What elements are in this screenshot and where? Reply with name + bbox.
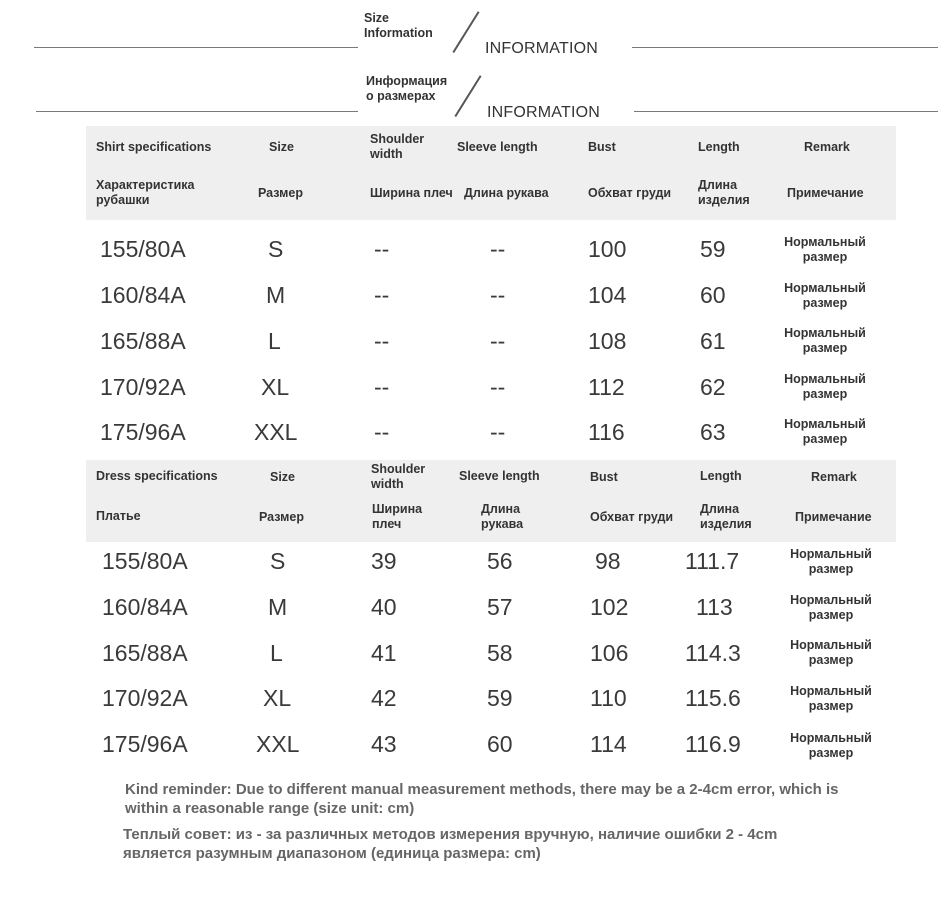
shoulder-cell: 42 <box>371 685 397 711</box>
divider-slash-1 <box>452 11 479 53</box>
spec-cell: 170/92A <box>102 685 188 711</box>
sleeve-cell: -- <box>490 236 506 262</box>
bust-cell: 112 <box>588 374 625 400</box>
spec-cell: 160/84A <box>102 594 188 620</box>
shirt-spec-header: Shirt specifications <box>96 140 212 154</box>
spec-cell: 160/84A <box>100 282 186 308</box>
bust-cell: 106 <box>590 640 629 666</box>
length-cell: 63 <box>700 419 726 445</box>
shoulder-cell: -- <box>374 328 390 354</box>
size-cell: M <box>266 282 286 308</box>
length-cell: 115.6 <box>685 685 741 711</box>
bust-cell: 116 <box>588 419 625 445</box>
bust-cell: 104 <box>588 282 627 308</box>
size-cell: L <box>270 640 283 666</box>
shoulder-cell: 39 <box>371 548 397 574</box>
size-information-label <box>364 11 433 41</box>
remark-cell: Нормальный размер <box>790 547 872 576</box>
header-rule-left-2 <box>36 111 358 112</box>
spec-cell: 165/88A <box>102 640 188 666</box>
length-cell: 111.7 <box>685 548 740 574</box>
size-cell: L <box>268 328 281 354</box>
dress-spec-header: Dress specifications <box>96 469 218 483</box>
dress-sleeve-header: Sleeve length <box>459 469 540 483</box>
size-cell: XXL <box>254 419 298 445</box>
bust-cell: 108 <box>588 328 627 354</box>
sleeve-cell: 59 <box>487 685 513 711</box>
dress-remark-header-ru: Примечание <box>795 510 872 524</box>
divider-slash-2 <box>454 75 481 117</box>
header-rule-right-1 <box>632 47 938 48</box>
shirt-sleeve-header: Sleeve length <box>457 140 538 154</box>
size-information-label-ru <box>366 74 447 104</box>
length-cell: 61 <box>700 328 726 354</box>
sleeve-cell: -- <box>490 328 506 354</box>
dress-shoulder-header-ru: Ширина плеч <box>372 502 423 531</box>
shirt-shoulder-header-ru: Ширина плеч <box>370 186 453 200</box>
size-label: Size <box>364 11 390 25</box>
spec-cell: 155/80A <box>102 548 188 574</box>
bust-cell: 114 <box>590 731 627 757</box>
dress-size-header: Size <box>270 470 296 484</box>
length-cell: 114.3 <box>685 640 741 666</box>
shirt-size-header: Size <box>269 140 295 154</box>
remark-cell: Нормальный размер <box>790 638 872 667</box>
bust-cell: 110 <box>590 685 627 711</box>
header-rule-right-2 <box>634 111 938 112</box>
size-cell: XXL <box>256 731 300 757</box>
shoulder-cell: -- <box>374 236 390 262</box>
shoulder-cell: 40 <box>371 594 397 620</box>
sleeve-cell: -- <box>490 419 506 445</box>
shirt-shoulder-header: Shoulder width <box>370 132 425 161</box>
shirt-sleeve-header-ru: Длина рукава <box>464 186 549 200</box>
shirt-length-header: Length <box>698 140 740 154</box>
shirt-bust-header: Bust <box>588 140 616 154</box>
length-cell: 60 <box>700 282 726 308</box>
dress-bust-header-ru: Обхват груди <box>590 510 674 524</box>
shirt-spec-header-ru: Характеристика рубашки <box>96 178 195 207</box>
remark-cell: Нормальный размер <box>784 235 866 264</box>
sleeve-cell: 56 <box>487 548 513 574</box>
length-cell: 59 <box>700 236 726 262</box>
spec-cell: 170/92A <box>100 374 186 400</box>
sleeve-cell: -- <box>490 374 506 400</box>
length-cell: 113 <box>696 594 733 620</box>
sleeve-cell: -- <box>490 282 506 308</box>
information-sub-label: Information <box>364 26 433 40</box>
shoulder-cell: -- <box>374 282 390 308</box>
size-cell: M <box>268 594 288 620</box>
dress-length-header-ru: Длина изделия <box>700 502 752 531</box>
remark-cell: Нормальный размер <box>790 684 872 713</box>
size-cell: XL <box>263 685 292 711</box>
shoulder-cell: -- <box>374 374 390 400</box>
remark-cell: Нормальный размер <box>784 372 866 401</box>
remark-cell: Нормальный размер <box>784 417 866 446</box>
size-cell: S <box>270 548 286 574</box>
dress-spec-header-ru: Платье <box>96 509 141 523</box>
spec-cell: 155/80A <box>100 236 186 262</box>
information-title-1: INFORMATION <box>485 40 599 57</box>
remark-cell: Нормальный размер <box>784 281 866 310</box>
header-rule-left-1 <box>34 47 358 48</box>
shoulder-cell: -- <box>374 419 390 445</box>
shirt-remark-header: Remark <box>804 140 850 154</box>
kind-reminder-note-ru: Теплый совет: из - за различных методов измерения вручную, наличие ошибки 2 - 4cm является разумным диапазоном (единица размера: cm) <box>123 826 778 862</box>
sleeve-cell: 57 <box>487 594 513 620</box>
remark-cell: Нормальный размер <box>784 326 866 355</box>
spec-cell: 165/88A <box>100 328 186 354</box>
length-cell: 62 <box>700 374 726 400</box>
bust-cell: 102 <box>590 594 629 620</box>
bust-cell: 98 <box>595 548 621 574</box>
shoulder-cell: 43 <box>371 731 397 757</box>
shoulder-cell: 41 <box>371 640 397 666</box>
shirt-length-header-ru: Длина изделия <box>698 178 750 207</box>
dress-shoulder-header: Shoulder width <box>371 462 426 491</box>
information-title-2: INFORMATION <box>487 104 601 121</box>
size-cell: S <box>268 236 284 262</box>
dress-size-header-ru: Размер <box>259 510 305 524</box>
remark-cell: Нормальный размер <box>790 593 872 622</box>
shirt-size-header-ru: Размер <box>258 186 304 200</box>
sleeve-cell: 58 <box>487 640 513 666</box>
dress-length-header: Length <box>700 469 742 483</box>
dress-remark-header: Remark <box>811 470 857 484</box>
bust-cell: 100 <box>588 236 627 262</box>
shirt-remark-header-ru: Примечание <box>787 186 864 200</box>
dress-sleeve-header-ru: Длина рукава <box>481 502 524 531</box>
size-cell: XL <box>261 374 290 400</box>
sleeve-cell: 60 <box>487 731 513 757</box>
length-cell: 116.9 <box>685 731 741 757</box>
shirt-bust-header-ru: Обхват груди <box>588 186 672 200</box>
spec-cell: 175/96A <box>100 419 186 445</box>
spec-cell: 175/96A <box>102 731 188 757</box>
information-sub-label-ru: о размерах <box>366 89 436 103</box>
kind-reminder-note: Kind reminder: Due to different manual measurement methods, there may be a 2-4cm error, which is within a reasonable range (size unit: cm) <box>125 781 839 817</box>
dress-bust-header: Bust <box>590 470 618 484</box>
remark-cell: Нормальный размер <box>790 731 872 760</box>
size-label-ru: Информация <box>366 74 448 88</box>
